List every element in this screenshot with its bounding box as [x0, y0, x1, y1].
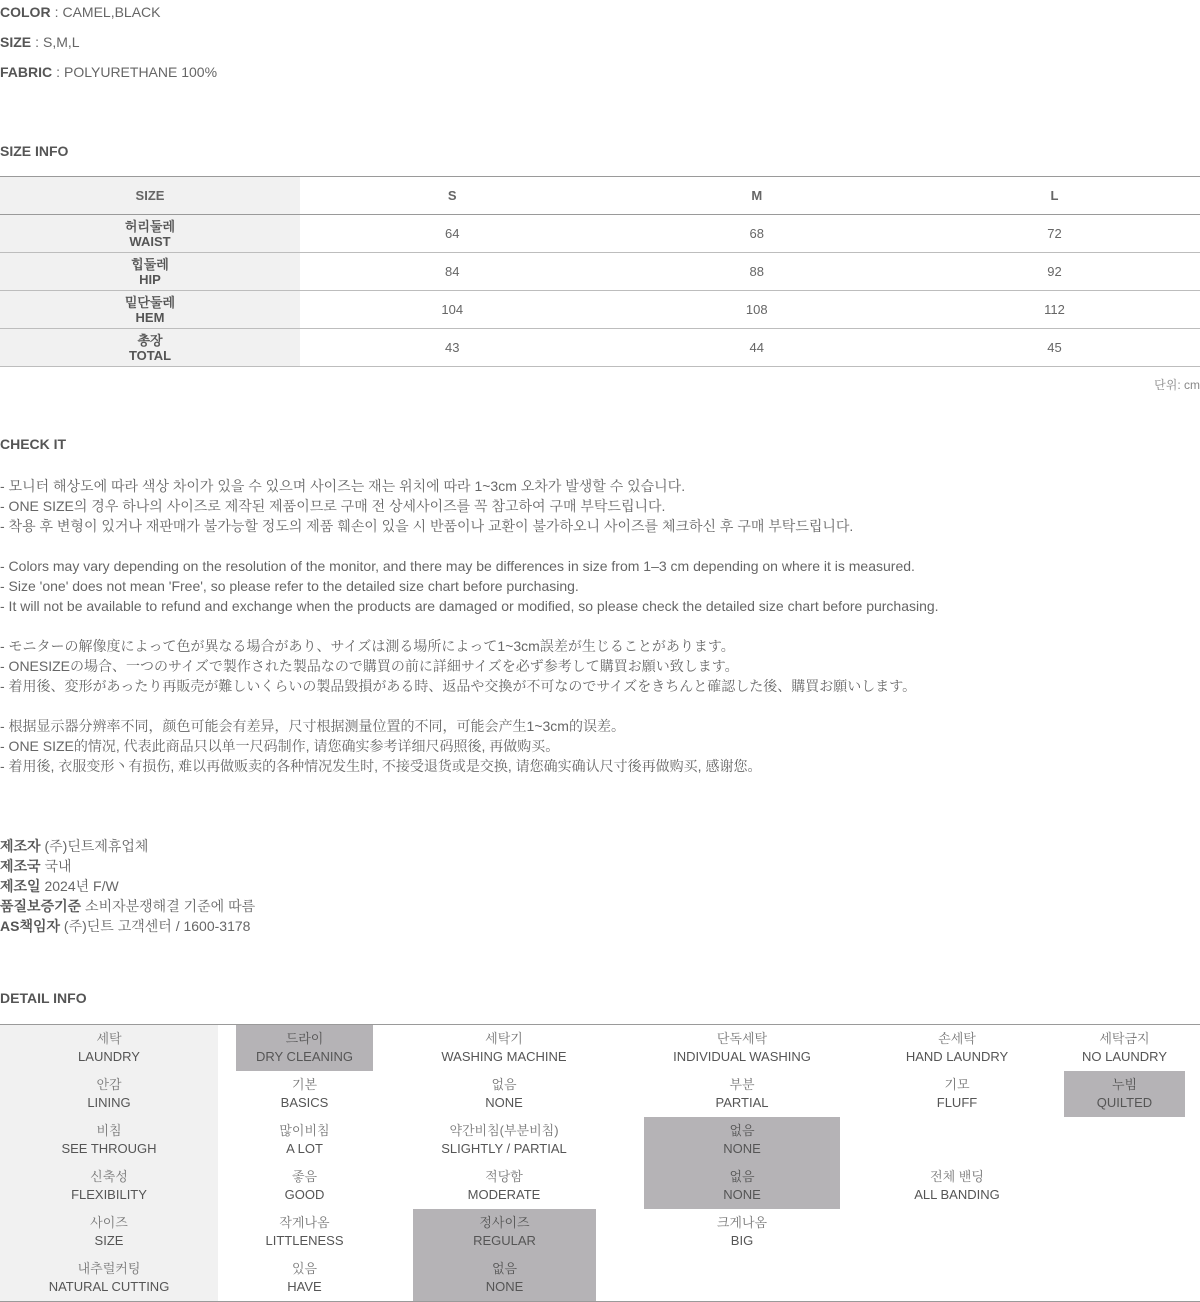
note-line: - 根据显示器分辨率不同，颜色可能会有差异，尺寸根据测量位置的不同，可能会产生1~3cm的误差。 [0, 718, 625, 734]
option-en: NO LAUNDRY [1081, 1049, 1167, 1064]
option-ko: 기본 [291, 1077, 318, 1092]
detail-row-size [0, 1209, 1200, 1255]
option-ko: 많이비침 [279, 1123, 330, 1138]
note-line: - 착용 후 변형이 있거나 재판매가 불가능할 정도의 제품 훼손이 있을 시 반품이나 교환이 불가하오니 사이즈를 체크하신 후 구매 부탁드립니다. [0, 518, 854, 534]
detail-label-en: LINING [87, 1095, 131, 1110]
spec-size: SIZE : S,M,L [0, 34, 80, 50]
maker-label: 제조국 [0, 858, 41, 874]
spec-fabric: FABRIC : POLYURETHANE 100% [0, 64, 218, 80]
option-ko: 없음 [491, 1077, 517, 1092]
option-ko: 작게나옴 [279, 1215, 330, 1230]
measure-value: 43 [445, 340, 460, 355]
measure-value: 108 [745, 302, 768, 317]
detail-label-en: LAUNDRY [78, 1049, 140, 1064]
measure-value: 45 [1047, 340, 1062, 355]
maker-info [0, 836, 255, 936]
option-en: ALL BANDING [914, 1187, 1000, 1202]
size-header-l: L [1050, 188, 1059, 203]
note-line: - ONE SIZE의 경우 하나의 사이즈로 제작된 제품이므로 구매 전 상세사이즈를 꼭 참고하여 구매 부탁드립니다. [0, 498, 666, 514]
maker-value: 국내 [44, 858, 72, 874]
measure-ko: 허리둘레 [124, 218, 176, 234]
maker-label: 품질보증기준 [0, 898, 82, 914]
maker-row [0, 876, 255, 896]
spec-value: CAMEL,BLACK [62, 4, 161, 20]
detail-option [644, 1209, 840, 1255]
detail-label-ko: 사이즈 [90, 1215, 128, 1230]
option-ko: 손세탁 [938, 1031, 976, 1046]
option-en: HAND LAUNDRY [905, 1049, 1009, 1064]
size-info-title: SIZE INFO [0, 143, 69, 159]
option-en: DRY CLEANING [255, 1049, 354, 1064]
notes-group-japanese [0, 636, 1200, 696]
measure-value: 68 [749, 226, 764, 241]
note-line: - ONE SIZE的情况, 代表此商品只以单一尺码制作, 请您确实参考详细尺码照後, 再做购买。 [0, 738, 560, 754]
maker-value: (주)딘트제휴업체 [44, 838, 149, 854]
detail-label-en: NATURAL CUTTING [48, 1279, 170, 1294]
note-line: - Colors may vary depending on the resolution of the monitor, and there may be differences in size from 1–3 cm depending on where it is measured. [0, 558, 915, 574]
maker-row [0, 856, 255, 876]
notes-group-korean [0, 476, 1200, 536]
note-line: - 着用後, 衣服变形丶有损伤, 难以再做贩卖的各种情况发生时, 不接受退货或是交换, 请您确实确认尺寸後再做购买, 感谢您。 [0, 758, 762, 774]
detail-row-natural-cutting [0, 1255, 1200, 1301]
measure-en: HEM [135, 309, 165, 325]
measure-ko: 총장 [137, 332, 163, 348]
detail-label-ko: 세탁 [96, 1031, 122, 1046]
option-en: PARTIAL [715, 1095, 769, 1110]
detail-option [862, 1025, 1052, 1071]
detail-row-flexibility [0, 1163, 1200, 1209]
detail-row-laundry [0, 1025, 1200, 1071]
maker-value: (주)딘트 고객센터 / 1600-3178 [63, 918, 251, 934]
option-ko: 단독세탁 [716, 1031, 768, 1046]
detail-row-see-through [0, 1117, 1200, 1163]
detail-label [0, 1025, 218, 1071]
detail-option [396, 1117, 612, 1163]
note-line: - 着用後、変形があったり再販売が難しいくらいの製品毀損がある時、返品や交換が不可なのでサイズをきちんと確認した後、購買お願いします。 [0, 678, 917, 694]
measure-value: 44 [749, 340, 764, 355]
option-ko: 좋음 [291, 1169, 318, 1184]
measure-value: 84 [445, 264, 460, 279]
maker-label: AS책임자 [0, 918, 61, 934]
detail-option [236, 1163, 373, 1209]
option-en: INDIVIDUAL WASHING [673, 1049, 811, 1064]
option-ko: 크게나옴 [716, 1215, 768, 1230]
measure-value: 104 [441, 302, 464, 317]
option-en: BASICS [280, 1095, 329, 1110]
measure-value: 92 [1047, 264, 1062, 279]
detail-row-lining [0, 1071, 1200, 1117]
notes-group-english [0, 556, 1200, 616]
option-ko: 세탁금지 [1099, 1031, 1150, 1046]
detail-option [644, 1071, 840, 1117]
detail-label-en: SEE THROUGH [61, 1141, 157, 1156]
spec-label: FABRIC [0, 64, 53, 80]
detail-info-title: DETAIL INFO [0, 990, 87, 1006]
maker-row [0, 836, 255, 856]
measure-value: 72 [1047, 226, 1062, 241]
detail-label-ko: 신축성 [90, 1169, 128, 1184]
detail-option [396, 1163, 612, 1209]
option-ko: 없음 [729, 1123, 755, 1138]
size-table-header [0, 177, 1200, 215]
option-en: LITTLENESS [265, 1233, 344, 1248]
detail-option [396, 1071, 612, 1117]
detail-option [396, 1025, 612, 1071]
measure-value: 112 [1044, 302, 1065, 317]
table-row [0, 215, 1200, 253]
maker-row [0, 916, 255, 936]
option-en: FLUFF [936, 1095, 978, 1110]
spec-label: COLOR [0, 4, 51, 20]
option-ko: 정사이즈 [479, 1215, 530, 1230]
note-line: - Size 'one' does not mean 'Free', so please refer to the detailed size chart before purchasing. [0, 578, 579, 594]
option-ko: 없음 [729, 1169, 755, 1184]
measure-value: 64 [445, 226, 460, 241]
detail-label [0, 1163, 218, 1209]
maker-value: 2024년 F/W [44, 878, 119, 894]
option-ko: 있음 [291, 1261, 318, 1276]
check-it-title: CHECK IT [0, 436, 67, 452]
detail-label [0, 1209, 218, 1255]
note-line: - モニターの解像度によって色が異なる場合があり、サイズは測る場所によって1~3cm誤差が生じることがあります。 [0, 638, 735, 654]
detail-option-selected [413, 1209, 596, 1255]
detail-label-en: SIZE [94, 1233, 124, 1248]
detail-label [0, 1117, 218, 1163]
measure-ko: 힙둘레 [131, 256, 169, 272]
detail-option [236, 1209, 373, 1255]
option-en: NONE [485, 1279, 524, 1294]
option-en: NONE [723, 1141, 761, 1156]
detail-option-selected [236, 1025, 373, 1071]
detail-label-ko: 안감 [96, 1077, 122, 1092]
option-en: NONE [723, 1187, 761, 1202]
maker-row [0, 896, 255, 916]
measure-label [0, 215, 300, 253]
size-header-m: M [751, 188, 763, 203]
table-row [0, 291, 1200, 329]
option-ko: 기모 [944, 1077, 970, 1092]
option-en: NONE [485, 1095, 523, 1110]
spec-label: SIZE [0, 34, 32, 50]
option-en: QUILTED [1096, 1095, 1153, 1110]
detail-option [236, 1071, 373, 1117]
table-row [0, 329, 1200, 367]
option-en: GOOD [284, 1187, 325, 1202]
measure-ko: 밑단둘레 [124, 294, 176, 310]
spec-value: POLYURETHANE 100% [64, 64, 218, 80]
detail-label-ko: 비침 [96, 1123, 122, 1138]
unit-note: 단위: cm [1154, 378, 1200, 392]
detail-option-selected [413, 1255, 596, 1301]
size-header-s: S [447, 188, 457, 203]
measure-en: TOTAL [128, 347, 172, 363]
notes-group-chinese [0, 716, 1200, 776]
size-header-label: SIZE [0, 177, 300, 215]
measure-label [0, 329, 300, 367]
option-ko: 드라이 [285, 1031, 324, 1046]
size-table [0, 176, 1200, 367]
maker-label: 제조자 [0, 838, 41, 854]
detail-option [236, 1117, 373, 1163]
spec-color: COLOR : CAMEL,BLACK [0, 4, 161, 20]
option-en: MODERATE [467, 1187, 541, 1202]
table-row [0, 253, 1200, 291]
option-ko: 약간비침(부분비침) [449, 1123, 559, 1138]
detail-option-selected [644, 1163, 840, 1209]
measure-label [0, 253, 300, 291]
option-ko: 누빔 [1111, 1077, 1138, 1092]
detail-option [236, 1255, 373, 1301]
option-ko: 전체 밴딩 [930, 1169, 984, 1184]
measure-label [0, 291, 300, 329]
measure-en: HIP [139, 271, 161, 287]
detail-option [1064, 1025, 1185, 1071]
note-line: - It will not be available to refund and exchange when the products are damaged or modified, so please check the detailed size chart before purchasing. [0, 598, 939, 614]
option-en: A LOT [286, 1141, 323, 1156]
option-en: BIG [730, 1233, 754, 1248]
detail-option [862, 1071, 1052, 1117]
detail-label-ko: 내추럴커팅 [77, 1261, 141, 1276]
option-ko: 부분 [729, 1077, 755, 1092]
option-ko: 적당함 [485, 1169, 523, 1184]
option-en: HAVE [287, 1279, 322, 1294]
detail-grid [0, 1024, 1200, 1302]
detail-label [0, 1071, 218, 1117]
check-it-notes [0, 476, 1200, 796]
option-ko: 세탁기 [485, 1031, 523, 1046]
detail-option-selected [644, 1117, 840, 1163]
measure-value: 88 [749, 264, 764, 279]
measure-en: WAIST [129, 233, 171, 249]
note-line: - ONESIZEの場合、一つのサイズで製作された製品なので購買の前に詳細サイズを必ず参考して購買お願い致します。 [0, 658, 739, 674]
option-ko: 없음 [491, 1261, 518, 1276]
note-line: - 모니터 해상도에 따라 색상 차이가 있을 수 있으며 사이즈는 재는 위치에 따라 1~3cm 오차가 발생할 수 있습니다. [0, 478, 686, 494]
detail-option [644, 1025, 840, 1071]
detail-label-en: FLEXIBILITY [71, 1187, 147, 1202]
detail-option-selected [1064, 1071, 1185, 1117]
detail-option [862, 1163, 1052, 1209]
spec-value: S,M,L [43, 34, 80, 50]
option-en: SLIGHTLY / PARTIAL [441, 1141, 567, 1156]
maker-label: 제조일 [0, 878, 41, 894]
option-en: WASHING MACHINE [441, 1049, 567, 1064]
option-en: REGULAR [473, 1233, 536, 1248]
detail-label [0, 1255, 218, 1301]
maker-value: 소비자분쟁해결 기준에 따름 [85, 898, 256, 914]
